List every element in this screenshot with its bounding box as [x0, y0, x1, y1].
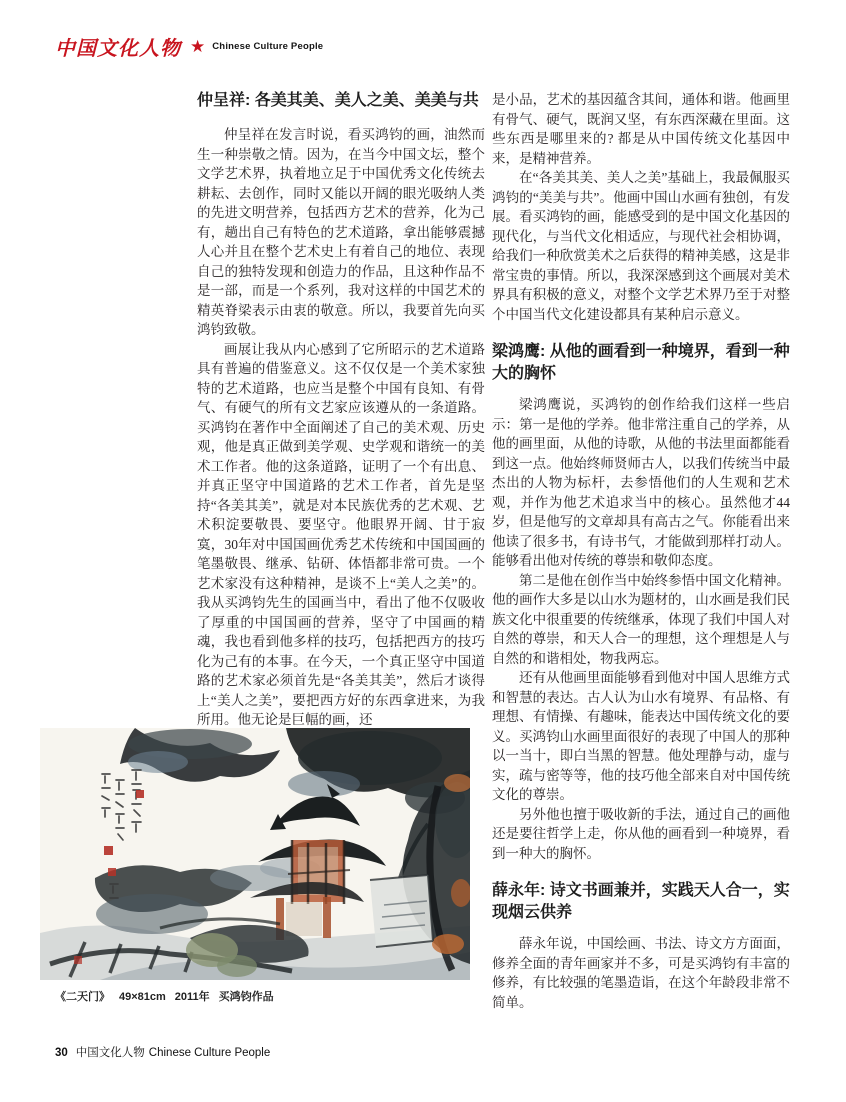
section1-paragraph-continuation: 是小品，艺术的基因蕴含其间，通体和谐。他画里有骨气、硬气，既润又坚，有东西深藏在里面。这些东西是哪里来的? 都是从中国传统文化基因中来，是精神营养。 — [492, 92, 790, 166]
section1-closing-paragraph: 在“各美其美、美人之美”基础上，我最佩服买鸿钧的“美美与共”。他画中国山水画有独创，有发展。看买鸿钧的画，能感受到的是中国文化基因的现代化，与当代文化相适应，与现代社会相协调，给我们一种欣赏美术之后获得的精神美感，这是非常宝贵的事情。所以，我深深感到这个画展对美术界具有积极的意义，对整个文学艺术界乃至于对整个中国当代文化建设都具有某种启示意义。 — [492, 170, 790, 322]
artwork-caption — [55, 988, 283, 1004]
section2-heading: 梁鸿鹰: 从他的画看到一种境界，看到一种大的胸怀 — [492, 343, 790, 382]
artwork-credit: 买鸿钧作品 — [218, 991, 274, 1003]
star-icon: ★ — [190, 36, 206, 56]
artwork-title: 《二天门》 — [55, 991, 110, 1003]
page-footer — [55, 1044, 270, 1060]
section2-paragraph-1: 梁鸿鹰说，买鸿钧的创作给我们这样一些启示：第一是他的学养。他非常注重自己的学养，从他的画里面，从他的诗歌，从他的书法里面都能看到这一点。他始终师贤师古人，以我们传统当中最杰出的人物为标杆，去参悟他们的人生观和艺术观，并作为他艺术追求当中的核心。虽然他才44岁，但是他写的文章却具有高古之气。你能看出来他读了很多书，有诗书气，才能做到那样打动人。能够看出他对传统的尊崇和敬仰态度。 — [492, 397, 790, 568]
section1-paragraph-2: 画展让我从内心感到了它所昭示的艺术道路具有普遍的借鉴意义。这不仅仅是一个美术家独特的艺术道路，也应当是整个中国有良知、有骨气、有硬气的所有文艺家应该遵从的一条道路。买鸿钧在著作中全面阐述了自己的美术观、历史观，他是真正做到美学观、史学观和谐统一的美术工作者。他的这条道路，证明了一个有出息、并真正坚守中国道路的艺术工作者，首先是坚持“各美其美”，就是对本民族优秀的艺术观、艺术积淀要敬畏、要坚守。他眼界开阔、甘于寂寞，30年对中国国画优秀艺术传统和中国国画的笔墨敬畏、继承、钻研、体悟都非常可贵。一个艺术家没有这种精神，是谈不上“美人之美”的。我从买鸿钧先生的国画当中，看出了他不仅吸收了厚重的中国国画的营养，坚守了中国画的精魂，我也看到他多样的技巧，包括把西方的技巧化为己有的本事。在今天，一个真正坚守中国道路的艺术家必须首先是“各美其美”，然后才谈得上“美人之美”，要把西方好的东西拿进来，为我所用。他无论是巨幅的画，还 — [197, 341, 485, 727]
footer-journal-cn: 中国文化人物 — [75, 1047, 145, 1059]
artwork-image — [40, 728, 470, 980]
left-column — [197, 90, 485, 730]
magazine-logo-cn: 中国文化人物 — [55, 38, 181, 60]
footer-journal-en: Chinese Culture People — [148, 1047, 271, 1059]
section1-heading: 仲呈祥: 各美其美、美人之美、美美与共 — [197, 92, 479, 109]
masthead — [55, 32, 323, 61]
section3-paragraph-1: 薛永年说，中国绘画、书法、诗文方方面面，修养全面的青年画家并不多，可是买鸿钧有丰富的修养，有比较强的笔墨造诣，在这个年龄段非常不简单。 — [492, 936, 790, 1010]
section3-heading: 薛永年: 诗文书画兼并，实践天人合一，实现烟云供养 — [492, 882, 790, 921]
section1-paragraph-1: 仲呈祥在发言时说，看买鸿钧的画，油然而生一种崇敬之情。因为，在当今中国文坛，整个文学艺术界，执着地立足于中国优秀文化传统去耕耘、去创作，同时又能以开阔的眼光吸纳人类的先进文明营养，包括西方艺术的营养，化为己有，趟出自己有特色的艺术道路，拿出能够震撼人心并且在整个艺术史上有着自己的地位、表现自己的独特发现和创造力的作品，且这种作品不是一部，而是一个系列，我对这样的中国艺术的精英脊梁表示由衷的敬意。所以，我要首先向买鸿钧致敬。 — [197, 127, 485, 337]
ink-painting-svg — [40, 728, 470, 980]
section2-paragraph-3: 还有从他画里面能够看到他对中国人思维方式和智慧的表达。古人认为山水有境界、有品格、有理想、有情操、有趣味，能表达中国传统文化的要义。买鸿钧山水画里面很好的表现了中国人的那种以一当十，即白当黑的智慧。他处理静与动，虚与实，疏与密等等，他的技巧他全部来自对中国传统文化的尊崇。 — [492, 670, 790, 802]
section2-paragraph-4: 另外他也擅于吸收新的手法，通过自己的画他还是要往哲学上走，你从他的画看到一种境界，看到一种大的胸怀。 — [492, 806, 790, 861]
right-column — [492, 90, 790, 1012]
artwork-dimensions: 49×81cm — [119, 991, 166, 1003]
magazine-logo-en: Chinese Culture People — [212, 41, 324, 52]
section2-paragraph-2: 第二是他在创作当中始终参悟中国文化精神。他的画作大多是以山水为题材的，山水画是我们民族文化中很重要的传统继承，体现了我们中国人对自然的尊崇，和天人合一的理想，这个理想是人与自然的和谐相处，物我两忘。 — [492, 572, 790, 666]
artwork-year: 2011年 — [174, 991, 210, 1003]
page-number: 30 — [55, 1047, 68, 1059]
